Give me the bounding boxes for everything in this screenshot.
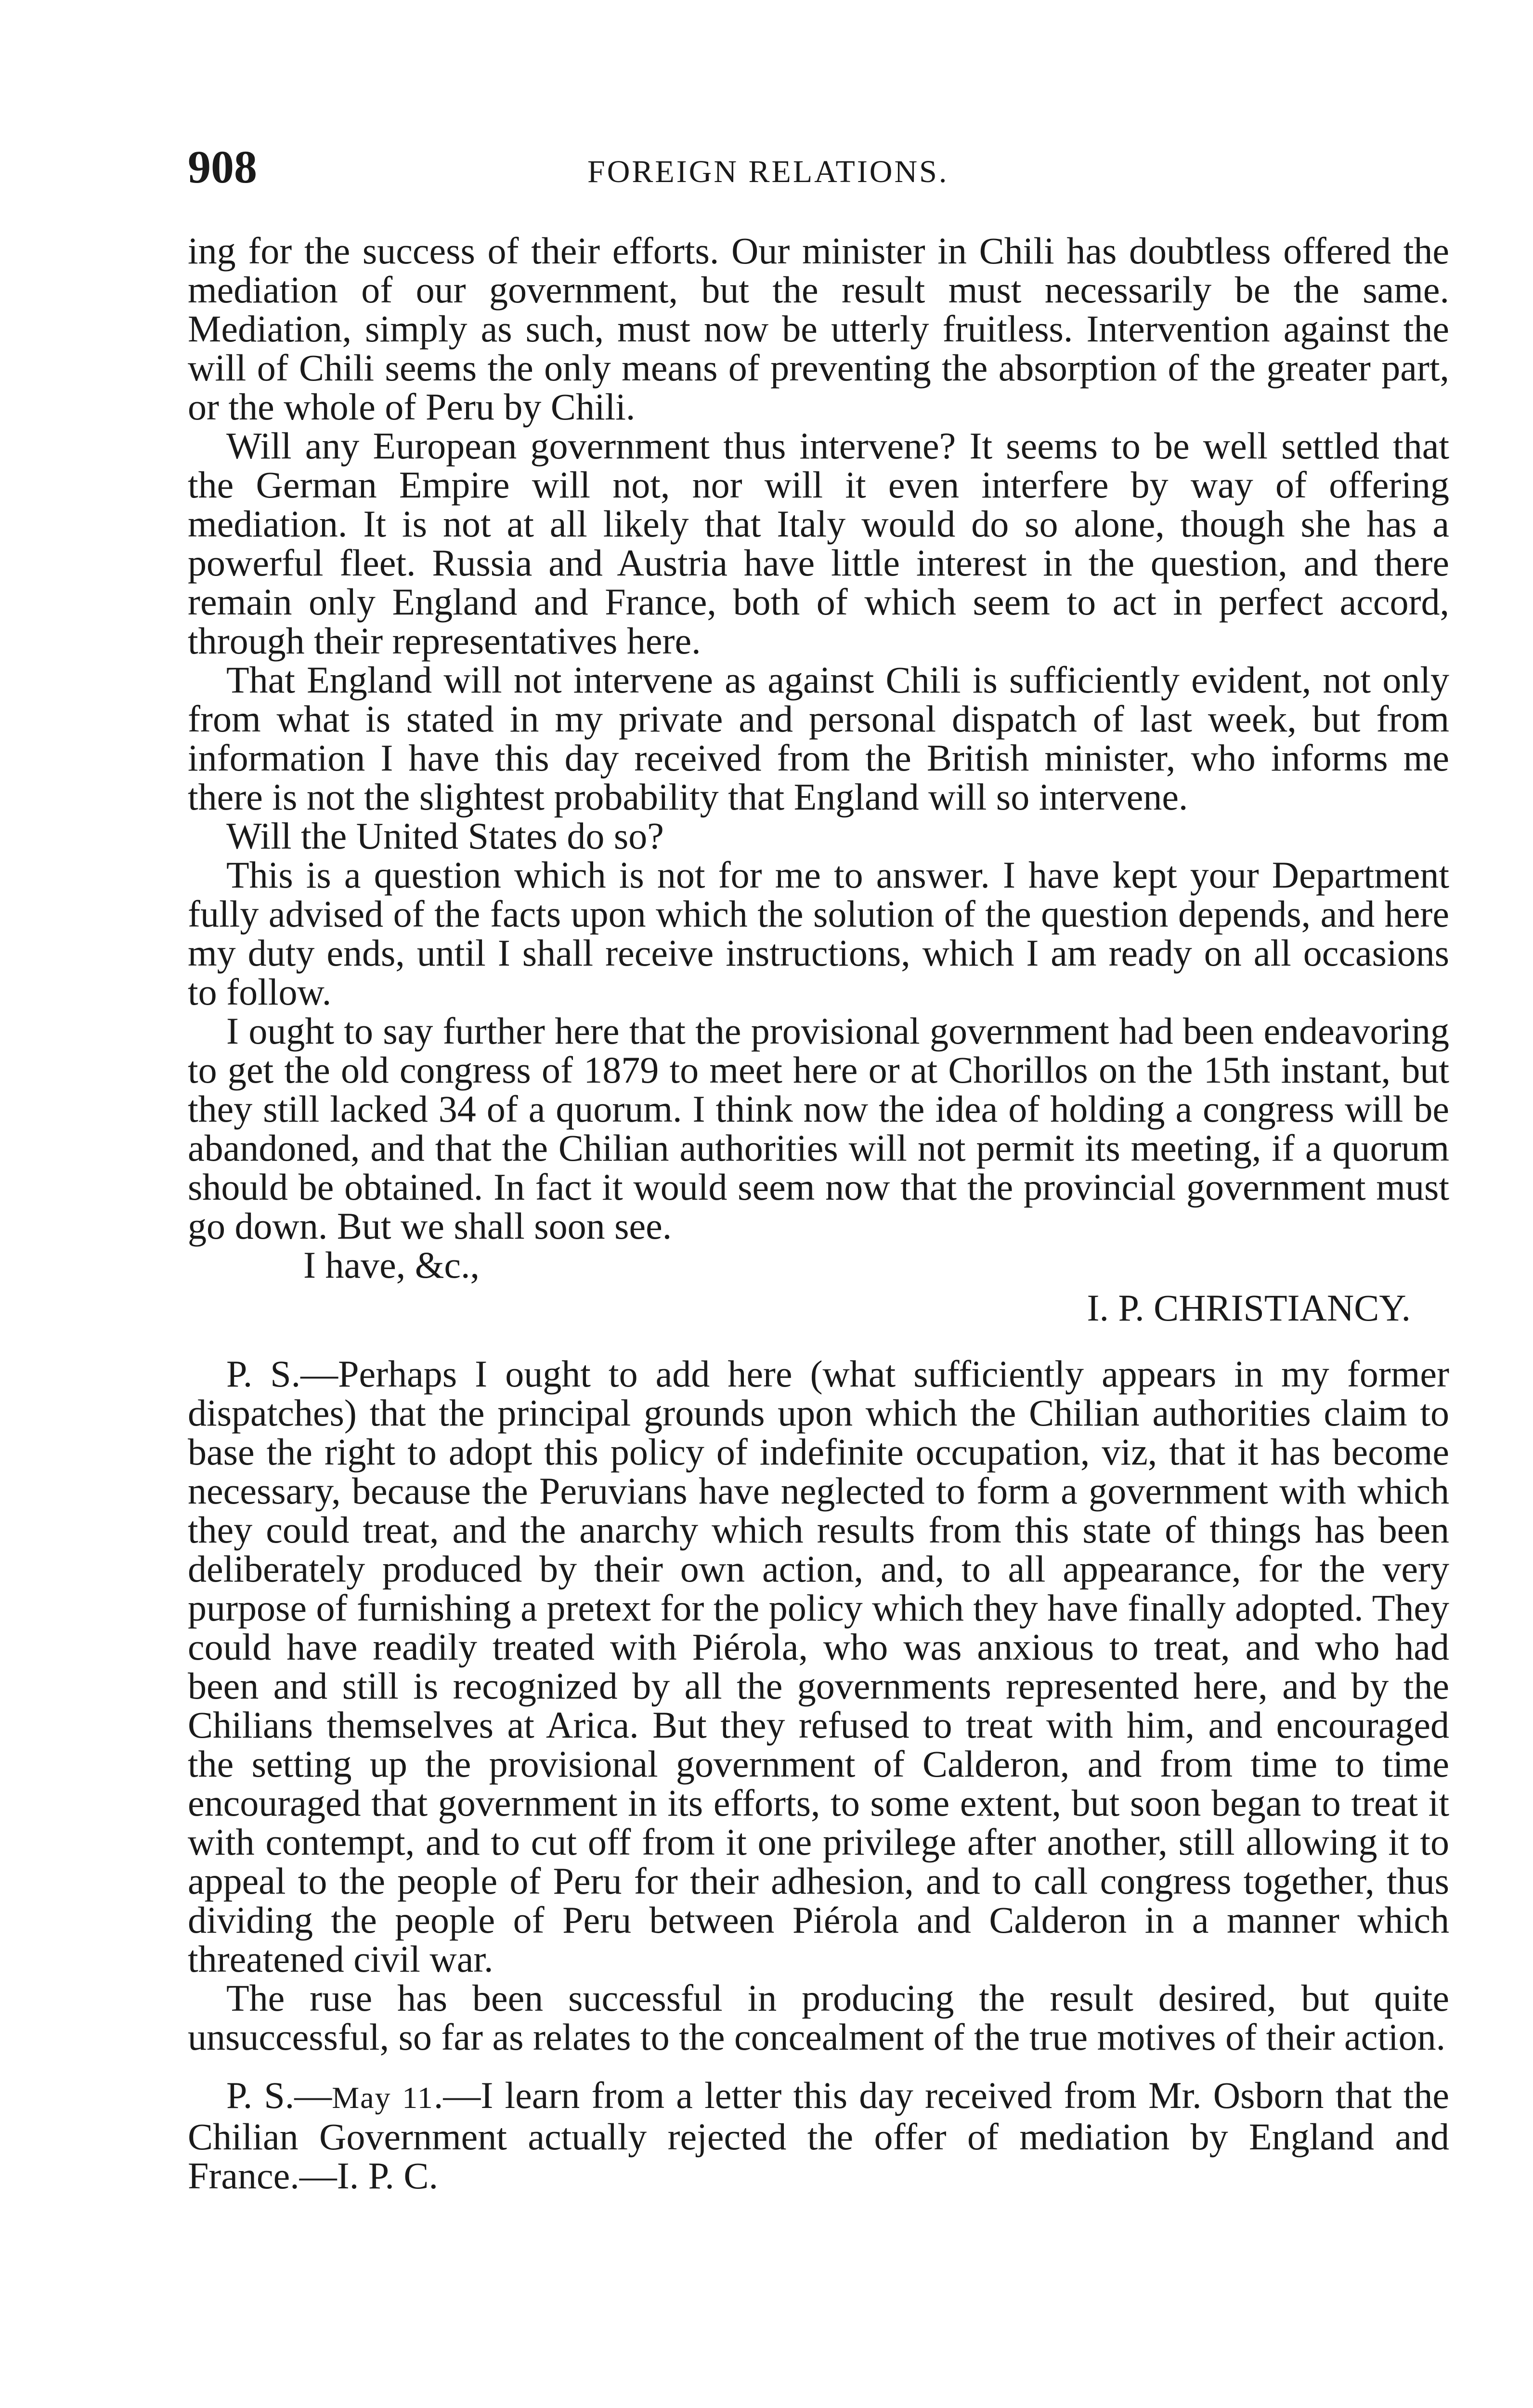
page-header bbox=[188, 136, 1449, 198]
page-number: 908 bbox=[188, 141, 257, 193]
salutation: I have, &c., bbox=[303, 1244, 480, 1286]
body-text bbox=[188, 231, 1449, 2195]
paragraph-6: I ought to say further here that the provisional government had been endeavoring to get the old congress of 1879 to meet here or at Chorillos on the 15th instant, but they still lacked 34 of a quorum. I think now the idea of holding a congress will be abandoned, and that the Chilian authorities will not permit its meeting, if a quorum should be obtained. In fact it would seem now that the provincial government must go down. But we shall soon see. bbox=[188, 1010, 1449, 1247]
postscript-1: P. S.—Perhaps I ought to add here (what sufficiently appears in my former dispatches) that the principal grounds upon which the Chilian authorities claim to base the right to adopt this policy of indefinite occupation, viz, that it has become necessary, because the Peruvians have neglected to form a government with which they could treat, and the anarchy which results from this state of things has been deliberately produced by their own action, and, to all appearance, for the very purpose of furnishing a pretext for the policy which they have finally adopted. They could have readily treated with Piérola, who was anxious to treat, and who had been and still is recognized by all the governments represented here, and by the Chilians themselves at Arica. But they refused to treat with him, and encouraged the setting up the provisional government of Calderon, and from time to time encouraged that government in its efforts, to some extent, but soon began to treat it with contempt, and to cut off from it one privilege after another, still allowing it to appeal to the people of Peru for their adhesion, and to call congress together, thus dividing the people of Peru between Piérola and Calderon in a manner which threatened civil war. bbox=[188, 1353, 1449, 1980]
running-head: FOREIGN RELATIONS. bbox=[587, 154, 949, 189]
paragraph-5: This is a question which is not for me to answer. I have kept your Department fully advised of the facts upon which the solution of the question depends, and here my duty ends, until I shall receive instructions, which I am ready on all occasions to follow. bbox=[188, 854, 1449, 1013]
paragraph-3: That England will not intervene as against Chili is sufficiently evident, not only from what is stated in my private and personal dispatch of last week, but from information I have this day received from the British minister, who informs me there is not the slightest probability that England will so intervene. bbox=[188, 659, 1449, 818]
paragraph-1: ing for the success of their efforts. Our minister in Chili has doubtless offered the mediation of our government, but the result must necessarily be the same. Mediation, simply as such, must now be utterly fruitless. Intervention against the will of Chili seems the only means of preventing the absorption of the greater part, or the whole of Peru by Chili. bbox=[188, 230, 1449, 428]
postscript-2: The ruse has been successful in producing the result desired, but quite unsuccessful, so far as relates to the concealment of the true motives of their action. bbox=[188, 1977, 1449, 2058]
signature: I. P. CHRISTIANCY. bbox=[1087, 1287, 1411, 1329]
paragraph-4: Will the United States do so? bbox=[226, 815, 664, 857]
postscript-3-prefix: P. S.— bbox=[226, 2074, 332, 2116]
paragraph-2: Will any European government thus intervene? It seems to be well settled that the German Empire will not, nor will it even interfere by way of offering mediation. It is not at all likely that Italy would do so alone, though she has a powerful fleet. Russia and Austria have little interest in the question, and there remain only England and France, both of which seem to act in perfect accord, through their representatives here. bbox=[188, 425, 1449, 662]
postscript-3 bbox=[188, 2076, 1449, 2195]
postscript-3-text: .—I learn from a letter this day received from Mr. Osborn that the Chilian Government actually rejected the offer of mediation by England and France.—I. P. C. bbox=[188, 2074, 1449, 2197]
postscript-3-date: May 11 bbox=[332, 2081, 434, 2115]
